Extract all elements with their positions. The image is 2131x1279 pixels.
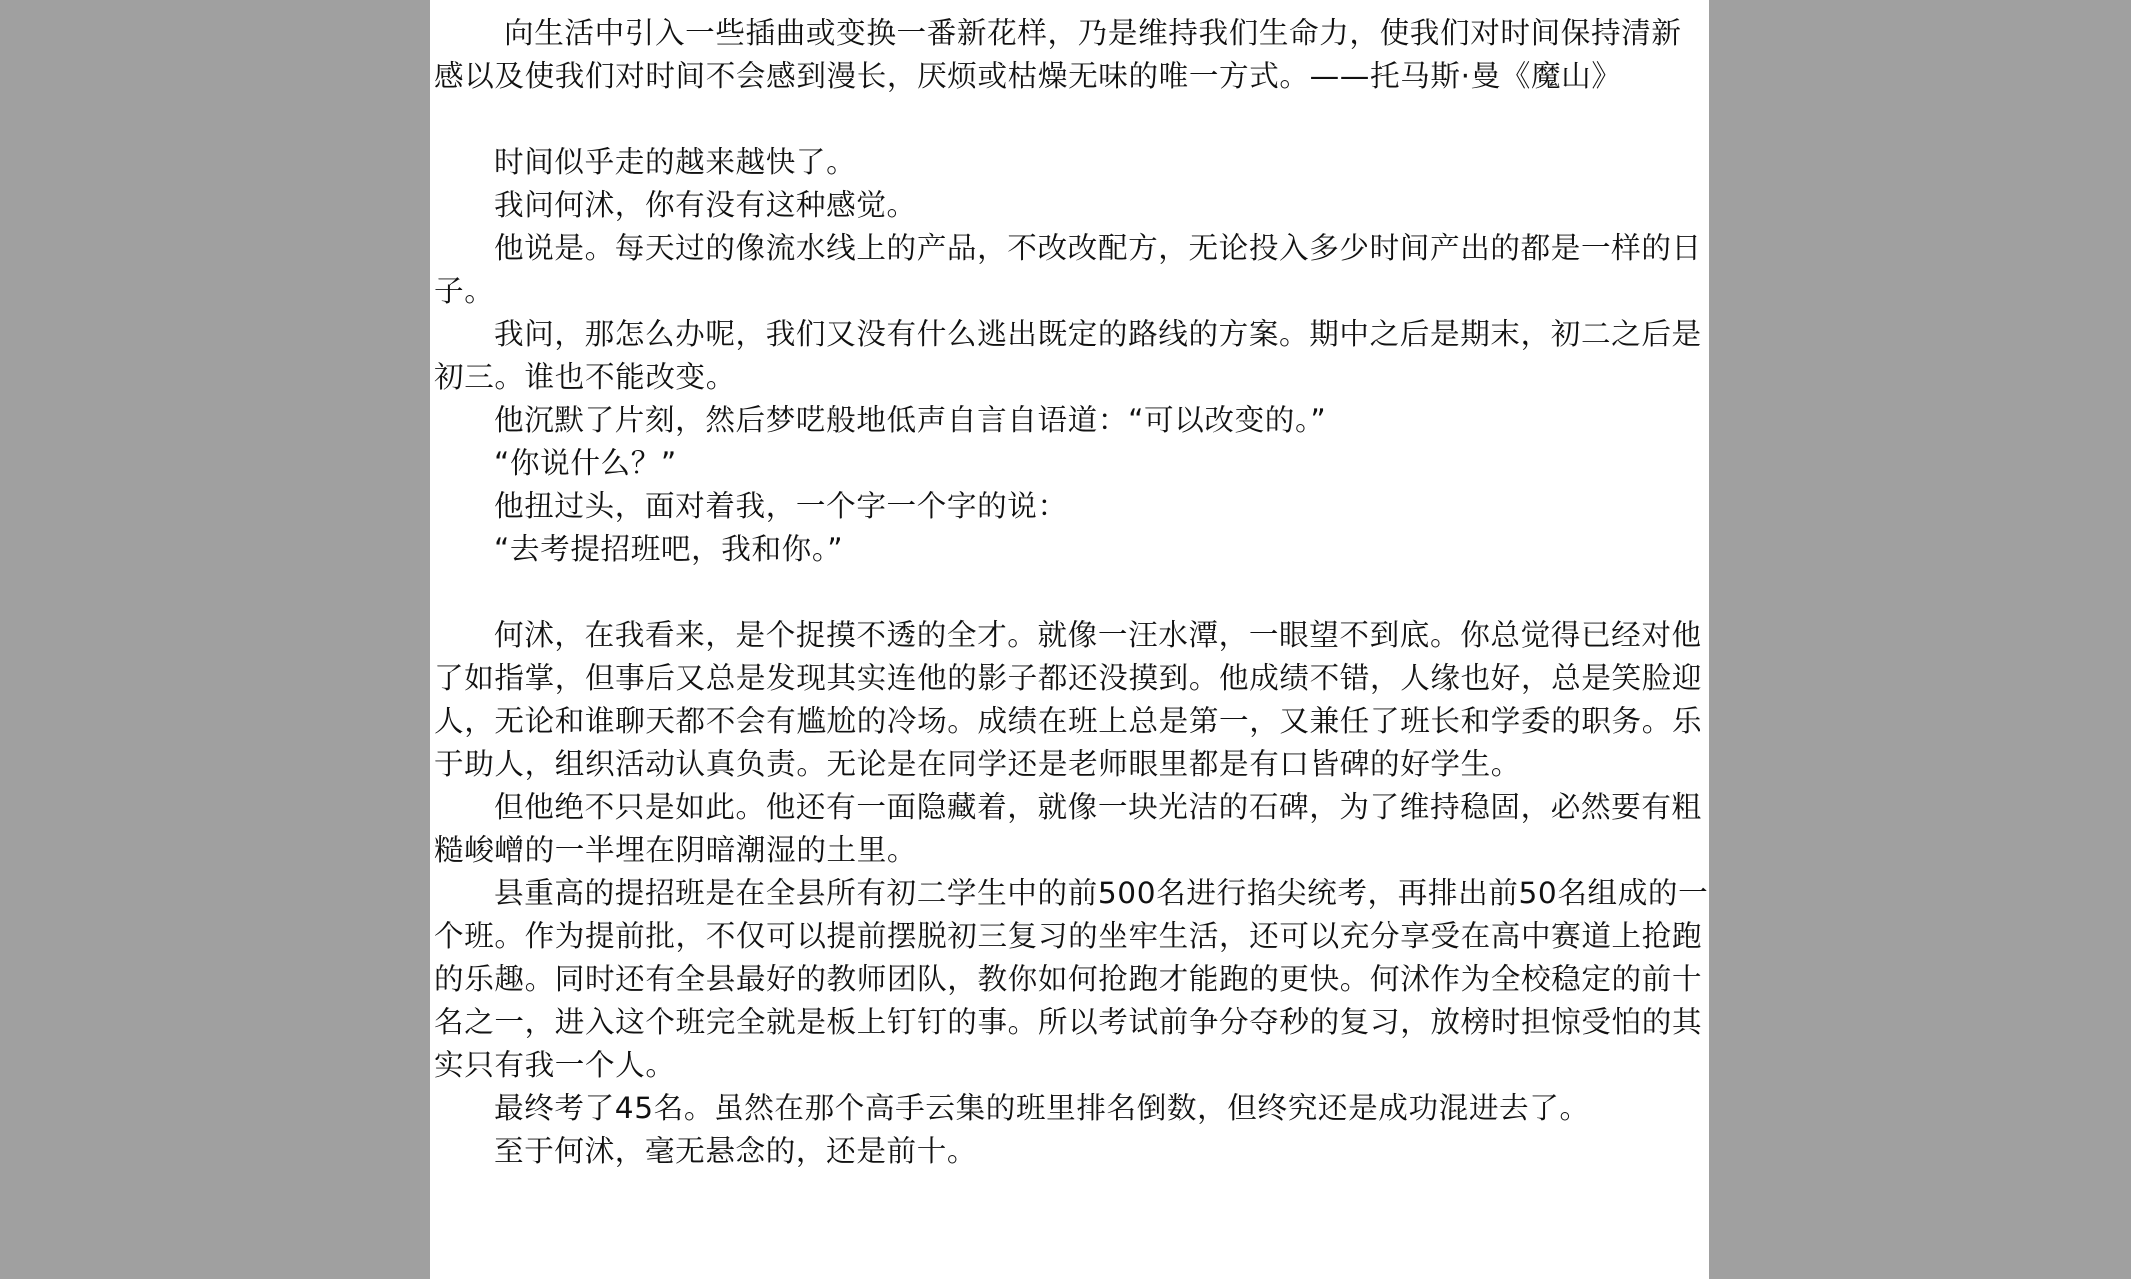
epigraph-paragraph: 向生活中引入一些插曲或变换一番新花样，乃是维持我们生命力，使我们对时间保持清新感以及使我们对时间不会感到漫长，厌烦或枯燥无味的唯一方式。——托马斯·曼《魔山》 (434, 16, 1682, 93)
paragraph: “去考提招班吧，我和你。” (494, 532, 844, 566)
paragraph: 他扭过头，面对着我，一个字一个字的说： (494, 489, 1068, 523)
paragraph: 但他绝不只是如此。他还有一面隐藏着，就像一块光洁的石碑，为了维持稳固，必然要有粗糙峻嶒的一半埋在阴暗潮湿的土里。 (434, 790, 1702, 867)
blank-line (434, 98, 1709, 141)
document-page (430, 0, 1709, 1279)
paragraph: 最终考了45名。虽然在那个高手云集的班里排名倒数，但终究还是成功混进去了。 (494, 1091, 1590, 1125)
paragraph: 他说是。每天过的像流水线上的产品，不改改配方，无论投入多少时间产出的都是一样的日子。 (434, 231, 1702, 308)
paragraph: 何沭，在我看来，是个捉摸不透的全才。就像一汪水潭，一眼望不到底。你总觉得已经对他了如指掌，但事后又总是发现其实连他的影子都还没摸到。他成绩不错，人缘也好，总是笑脸迎人，无论和谁聊天都不会有尴尬的冷场。成绩在班上总是第一，又兼任了班长和学委的职务。乐于助人，组织活动认真负责。无论是在同学还是老师眼里都是有口皆碑的好学生。 (434, 618, 1703, 781)
paragraph: 我问何沭，你有没有这种感觉。 (494, 188, 917, 222)
paragraph: “你说什么？” (494, 446, 677, 480)
paragraph: 至于何沭，毫无悬念的，还是前十。 (494, 1134, 978, 1168)
paragraph: 他沉默了片刻，然后梦呓般地低声自言自语道：“可以改变的。” (494, 403, 1327, 437)
paragraph: 县重高的提招班是在全县所有初二学生中的前500名进行掐尖统考，再排出前50名组成的一个班。作为提前批，不仅可以提前摆脱初三复习的坐牢生活，还可以充分享受在高中赛道上抢跑的乐趣。同时还有全县最好的教师团队，教你如何抢跑才能跑的更快。何沭作为全校稳定的前十名之一，进入这个班完全就是板上钉钉的事。所以考试前争分夺秒的复习，放榜时担惊受怕的其实只有我一个人。 (434, 876, 1709, 1082)
paragraph: 我问，那怎么办呢，我们又没有什么逃出既定的路线的方案。期中之后是期末，初二之后是初三。谁也不能改变。 (434, 317, 1702, 394)
blank-line (434, 571, 1709, 614)
paragraph: 时间似乎走的越来越快了。 (494, 145, 857, 179)
